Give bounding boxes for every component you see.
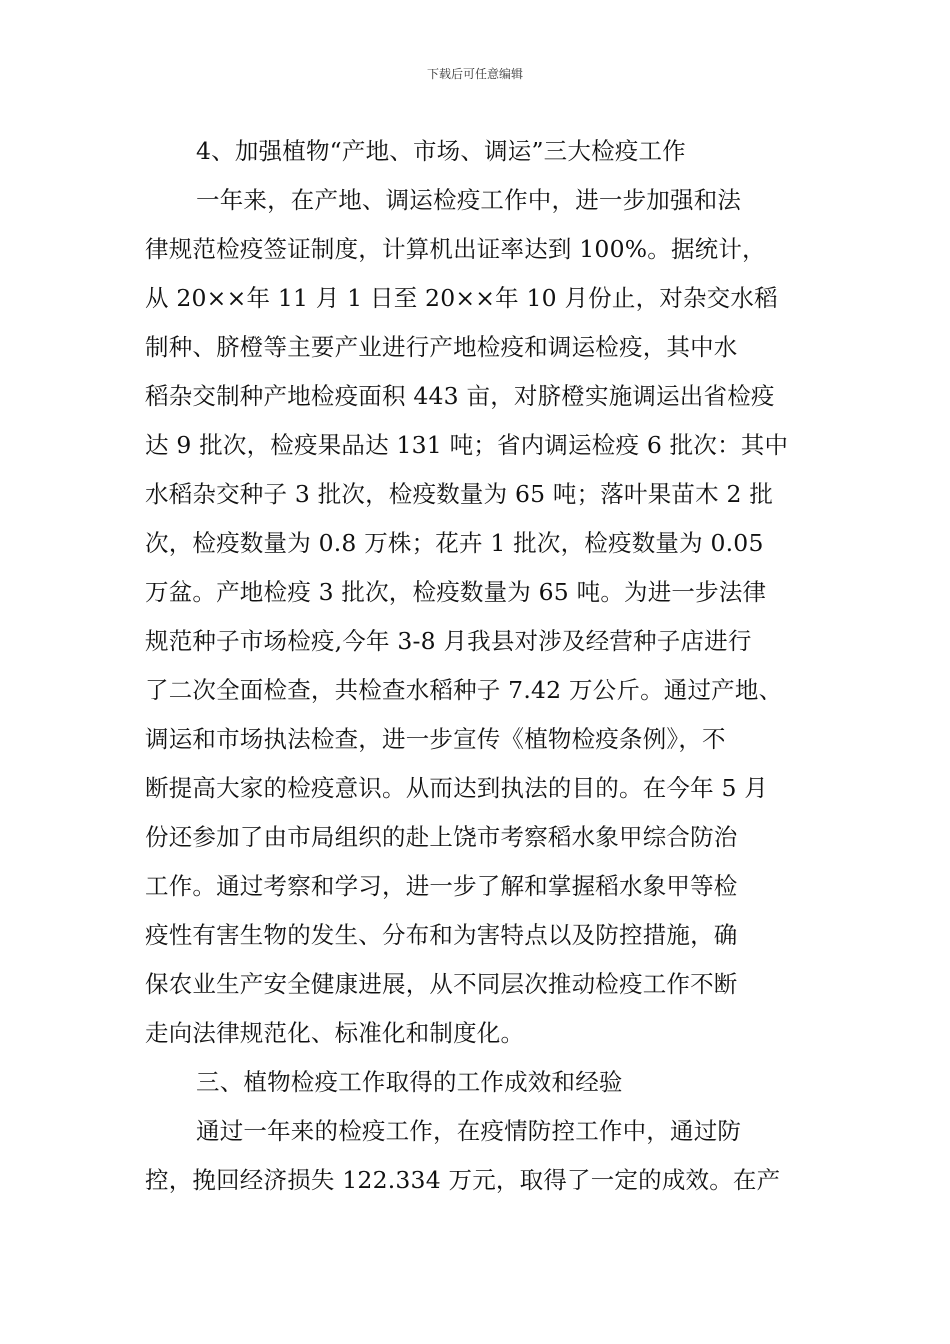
paragraph-line: 调运和市场执法检查，进一步宣传《植物检疫条例》，不 (145, 725, 726, 753)
paragraph-line: 达 9 批次，检疫果品达 131 吨；省内调运检疫 6 批次：其中 (145, 431, 789, 459)
paragraph-line: 律规范检疫签证制度，计算机出证率达到 100%。据统计， (145, 235, 766, 263)
paragraph-line: 规范种子市场检疫,今年 3-8 月我县对涉及经营种子店进行 (145, 627, 752, 655)
paragraph-line: 了二次全面检查，共检查水稻种子 7.42 万公斤。通过产地、 (145, 676, 783, 704)
section-heading-4: 4、加强植物“产地、市场、调运”三大检疫工作 (196, 137, 686, 165)
paragraph-line: 控，挽回经济损失 122.334 万元，取得了一定的成效。在产 (145, 1166, 781, 1194)
paragraph-line: 疫性有害生物的发生、分布和为害特点以及防控措施，确 (145, 921, 738, 949)
paragraph-line: 次，检疫数量为 0.8 万株；花卉 1 批次，检疫数量为 0.05 (145, 529, 764, 557)
paragraph-line: 走向法律规范化、标准化和制度化。 (145, 1019, 525, 1047)
paragraph-line: 制种、脐橙等主要产业进行产地检疫和调运检疫，其中水 (145, 333, 738, 361)
paragraph-line: 工作。通过考察和学习，进一步了解和掌握稻水象甲等检 (145, 872, 738, 900)
paragraph-line: 一年来，在产地、调运检疫工作中，进一步加强和法 (196, 186, 742, 214)
section-heading-3: 三、植物检疫工作取得的工作成效和经验 (196, 1068, 623, 1096)
paragraph-line: 通过一年来的检疫工作，在疫情防控工作中，通过防 (196, 1117, 742, 1145)
paragraph-line: 份还参加了由市局组织的赴上饶市考察稻水象甲综合防治 (145, 823, 738, 851)
paragraph-line: 断提高大家的检疫意识。从而达到执法的目的。在今年 5 月 (145, 774, 768, 802)
page-header: 下载后可任意编辑 (426, 67, 523, 81)
paragraph-line: 从 20××年 11 月 1 日至 20××年 10 月份止，对杂交水稻 (145, 284, 778, 312)
document-body (145, 127, 825, 1205)
paragraph-line: 稻杂交制种产地检疫面积 443 亩，对脐橙实施调运出省检疫 (145, 382, 775, 410)
paragraph-line: 保农业生产安全健康进展，从不同层次推动检疫工作不断 (145, 970, 738, 998)
paragraph-line: 万盆。产地检疫 3 批次，检疫数量为 65 吨。为进一步法律 (145, 578, 767, 606)
paragraph-line: 水稻杂交种子 3 批次，检疫数量为 65 吨；落叶果苗木 2 批 (145, 480, 774, 508)
